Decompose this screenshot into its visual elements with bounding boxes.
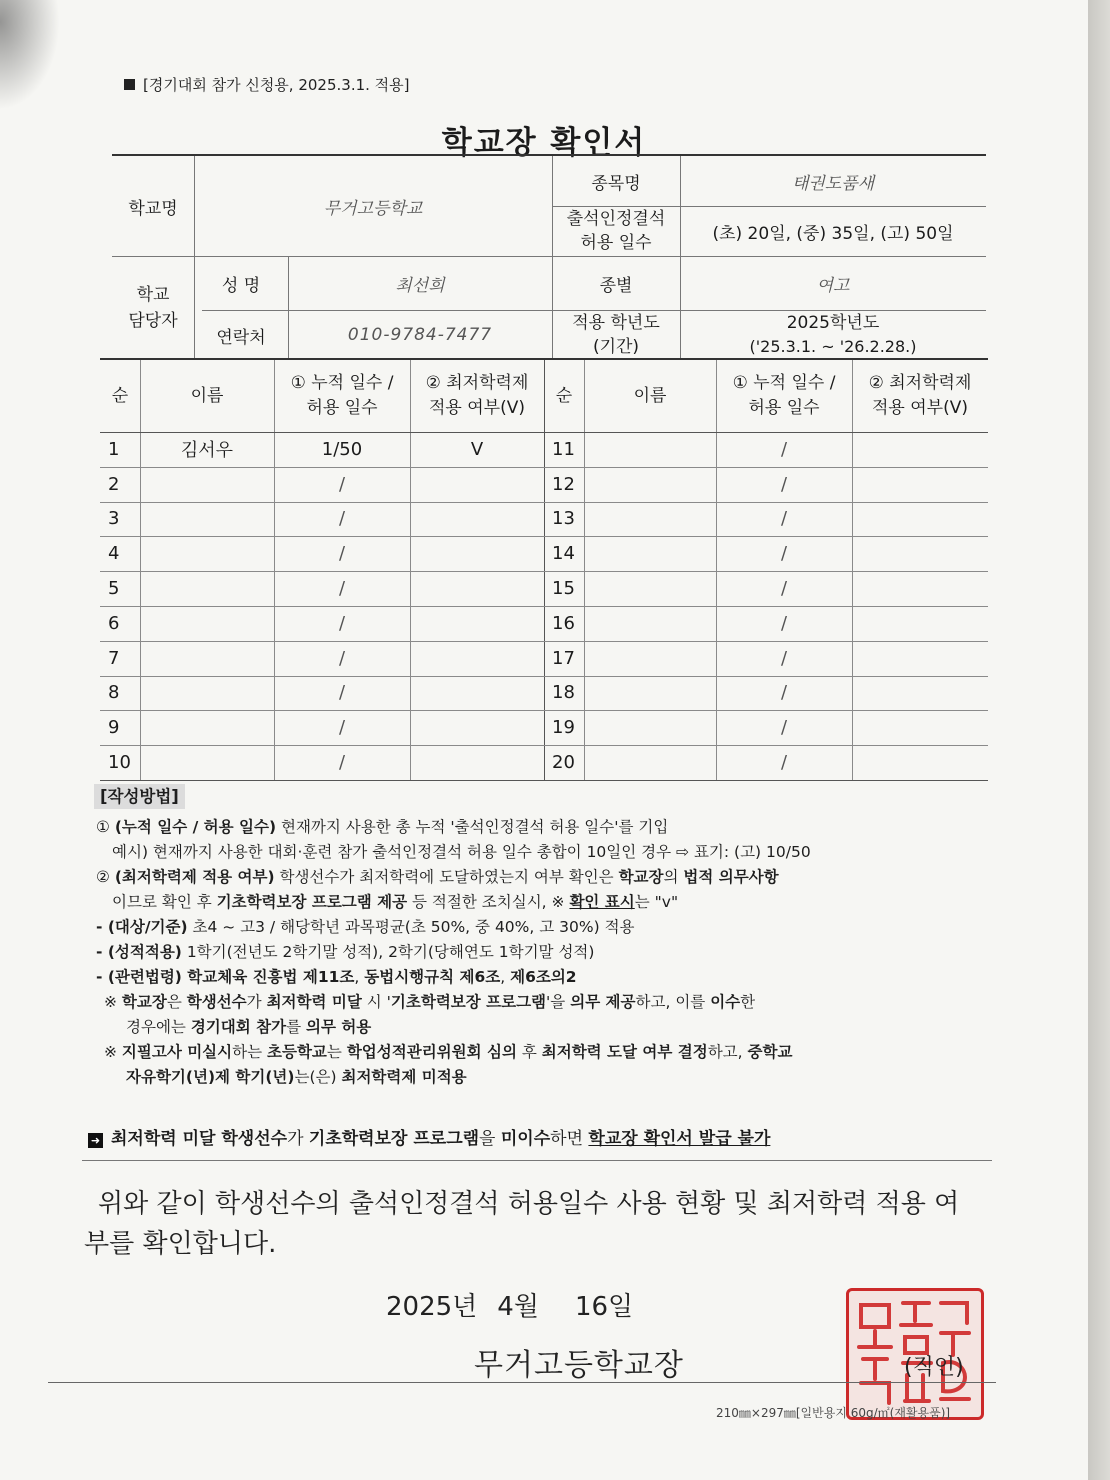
min-check [410, 502, 544, 537]
bold-term: 초등학교 [267, 1043, 327, 1061]
instr-text: 이므로 확인 후 [112, 893, 217, 911]
header-note [124, 74, 410, 95]
warn-text: 을 [479, 1129, 501, 1149]
warning-line [88, 1124, 988, 1149]
student-name [584, 467, 716, 502]
instruction-line [82, 1040, 992, 1065]
header-days-right [716, 360, 852, 432]
bold-term: 최저학력제 미적용 [341, 1068, 467, 1086]
absence-label [552, 206, 680, 256]
student-name [140, 676, 274, 711]
student-name [140, 606, 274, 641]
student-name [584, 710, 716, 745]
days-value: / [338, 647, 346, 669]
days-value: / [338, 717, 346, 739]
instr-text: 하고, 이를 [635, 993, 711, 1011]
min-check [410, 467, 544, 502]
min-check: V [470, 438, 484, 460]
days-value: / [780, 717, 788, 739]
student-name [140, 536, 274, 571]
instructions [82, 784, 992, 1090]
instr-text: , [500, 968, 511, 986]
min-check [852, 606, 988, 641]
min-check [410, 676, 544, 711]
instruction-line [82, 940, 992, 965]
days-value: / [338, 682, 346, 704]
days-value: / [338, 752, 346, 774]
row-number: 1 [108, 438, 120, 460]
student-name [584, 745, 716, 780]
circled-1: ① [96, 818, 110, 836]
days-value: / [338, 612, 346, 634]
min-check [852, 641, 988, 676]
instr-text: , [354, 968, 365, 986]
table-row [100, 676, 988, 711]
header-min-right-line1: ② 최저학력제 [868, 373, 972, 393]
min-check [410, 536, 544, 571]
row-number: 11 [552, 438, 575, 460]
days-value: / [780, 508, 788, 530]
student-name [140, 745, 274, 780]
category-value: 여고 [816, 275, 850, 296]
manager-label-line2: 담당자 [128, 311, 178, 331]
min-check [852, 710, 988, 745]
min-check [852, 745, 988, 780]
year-value: 2025학년도 [786, 313, 880, 333]
row-number: 3 [108, 508, 120, 530]
principal-name: 무거고등학교장 [474, 1348, 684, 1383]
category-label: 종별 [599, 275, 633, 296]
instr-text: 의 [663, 868, 684, 886]
instr-text: 초4 ~ 고3 / 해당학년 과목평균(초 50%, 중 40%, 고 30%) 적용 [187, 918, 635, 936]
min-check [852, 467, 988, 502]
days-value: / [780, 438, 788, 460]
bold-term: 최저학력 도달 여부 결정 [541, 1043, 708, 1061]
issue-date [386, 1286, 653, 1323]
header-min-right [852, 360, 988, 432]
table-row [100, 432, 988, 467]
confirm-statement: 위와 같이 학생선수의 출석인정결석 허용일수 사용 현황 및 최저학력 적용 여부를 확인합니다. [84, 1189, 960, 1259]
seal-label: (직인) [904, 1355, 964, 1380]
bold-term: 의무 허용 [305, 1018, 372, 1036]
absence-label-line1: 출석인정결석 [566, 209, 666, 229]
divider [48, 1382, 996, 1383]
sport-value: 태권도품새 [791, 173, 875, 194]
date-day: 16일 [574, 1292, 634, 1322]
circled-2: ② [96, 868, 110, 886]
name-value: 최선희 [395, 275, 445, 296]
bold-term: - (성적적용) [96, 943, 182, 961]
bold-term: 학교장 [121, 993, 167, 1011]
document-title: 학교장 확인서 [441, 125, 647, 161]
instr-text: 등 적절한 조치실시, ※ [407, 893, 570, 911]
warn-text: 미이수 [500, 1129, 551, 1149]
instr-text: 는(은) [294, 1068, 342, 1086]
year-period: ('25.3.1. ~ '26.2.28.) [749, 337, 917, 356]
absence-value: (초) 20일, (중) 35일, (고) 50일 [712, 223, 954, 244]
warn-text: 학생선수 [221, 1129, 288, 1149]
instruction-line [82, 1065, 992, 1090]
days-value: / [780, 682, 788, 704]
row-number: 6 [108, 612, 120, 634]
days-value: / [338, 473, 346, 495]
row-number: 9 [108, 717, 120, 739]
table-row [100, 571, 988, 606]
instr-text: 하고, [707, 1043, 748, 1061]
bold-term: 기초학력보장 프로그램 [390, 993, 547, 1011]
warn-text: 학교장 확인서 발급 불가 [588, 1129, 771, 1149]
student-name [584, 571, 716, 606]
header-name-left: 이름 [190, 385, 224, 406]
instr-text: 학생선수가 최저학력에 도달하였는지 여부 확인은 [274, 868, 619, 886]
days-value: / [780, 612, 788, 634]
instr-text: 하는 [232, 1043, 268, 1061]
instr-text: 는 "v" [634, 893, 679, 911]
row-number: 2 [108, 473, 120, 495]
instr-text: 시 ' [361, 993, 391, 1011]
instr-text: 은 [166, 993, 187, 1011]
instr-text: 1학기(전년도 2학기말 성적), 2학기(당해연도 1학기말 성적) [181, 943, 595, 961]
bold-term: 경기대회 참가 [190, 1018, 287, 1036]
bold-term: 확인 표시 [569, 893, 635, 911]
bold-term: 학생선수 [186, 993, 247, 1011]
table-row [100, 710, 988, 745]
student-name [584, 502, 716, 537]
instr-text: 예시) 현재까지 사용한 대회·훈련 참가 출석인정결석 허용 일수 총합이 10일인 경우 ⇨ 표기: (고) 10/50 [112, 843, 811, 861]
table-row [100, 745, 988, 780]
bold-term: 동법시행규칙 제6조 [364, 968, 501, 986]
header-days-right-line1: ① 누적 일수 / [732, 373, 836, 393]
date-month: 4월 [497, 1292, 539, 1322]
instr-text: 가 [246, 993, 267, 1011]
instructions-heading: [작성방법] [94, 784, 185, 809]
student-name [140, 502, 274, 537]
bold-term: 법적 의무사항 [683, 868, 779, 886]
warn-text: 하면 [550, 1129, 589, 1149]
min-check [852, 432, 988, 467]
days-value: / [338, 543, 346, 565]
instr-text: 경우에는 [126, 1018, 191, 1036]
paper-spec-footer: 210㎜×297㎜[일반용지 60g/㎡(재활용품)] [716, 1406, 951, 1420]
row-number: 5 [108, 578, 120, 600]
header-no-left: 순 [111, 385, 129, 406]
days-value: / [780, 647, 788, 669]
header-days-right-line2: 허용 일수 [748, 398, 820, 418]
row-number: 20 [552, 752, 575, 774]
min-check [852, 536, 988, 571]
contact-label: 연락처 [216, 327, 266, 348]
table-row [100, 536, 988, 571]
table-row [100, 641, 988, 676]
header-note-text: [경기대회 참가 신청용, 2025.3.1. 적용] [143, 76, 410, 94]
bold-term: 제6조의2 [510, 968, 577, 986]
student-name: 김서우 [180, 440, 234, 462]
header-min-left [410, 360, 544, 432]
paper-stack-edge [1088, 0, 1110, 1480]
row-number: 17 [552, 647, 575, 669]
school-value: 무거고등학교 [323, 198, 423, 219]
header-no-right: 순 [555, 385, 573, 406]
bold-term: (최저학력제 적용 여부) [114, 868, 275, 886]
min-check [852, 676, 988, 711]
student-name [584, 641, 716, 676]
student-name [584, 606, 716, 641]
min-check [410, 745, 544, 780]
bold-term: 최저학력 미달 [266, 993, 362, 1011]
warn-text: 가 [287, 1129, 309, 1149]
student-name [584, 432, 716, 467]
bold-term: 지필고사 미실시 [121, 1043, 233, 1061]
row-number: 4 [108, 543, 120, 565]
bold-term: 의무 제공 [570, 993, 636, 1011]
min-check [410, 710, 544, 745]
year-label-line1: 적용 학년도 [572, 313, 660, 333]
bold-term: 학업성적관리위원회 심의 [346, 1043, 517, 1061]
student-name [140, 710, 274, 745]
instr-text: 한 [740, 993, 756, 1011]
manager-label [112, 256, 194, 360]
year-label-line2: (기간) [592, 337, 640, 357]
bold-term: (누적 일수 / 허용 일수) [114, 818, 277, 836]
row-number: 7 [108, 647, 120, 669]
warn-text: 최저학력 미달 [111, 1129, 222, 1149]
student-name [140, 571, 274, 606]
days-value: 1/50 [321, 438, 363, 460]
row-number: 10 [108, 752, 131, 774]
year-label [552, 310, 680, 360]
bold-term: 이수 [710, 993, 741, 1011]
arrow-box-icon: ➜ [88, 1133, 103, 1148]
student-name [584, 536, 716, 571]
instr-text: 현재까지 사용한 총 누적 '출석인정결석 허용 일수'를 기입 [276, 818, 669, 836]
year-value-cell [680, 310, 986, 360]
sport-label: 종목명 [591, 173, 641, 194]
instr-text: ※ [104, 993, 122, 1011]
bold-term: - (대상/기준) [96, 918, 188, 936]
table-row [100, 606, 988, 641]
instr-text: '을 [546, 993, 571, 1011]
absence-label-line2: 허용 일수 [580, 233, 652, 253]
days-value: / [338, 508, 346, 530]
instruction-line [82, 890, 992, 915]
min-check [410, 606, 544, 641]
days-value: / [780, 473, 788, 495]
student-name [140, 641, 274, 676]
header-min-left-line2: 적용 여부(V) [429, 398, 525, 418]
bold-term: - (관련법령) 학교체육 진흥법 제11조 [96, 968, 355, 986]
header-days-left-line1: ① 누적 일수 / [290, 373, 394, 393]
instruction-line [82, 865, 992, 890]
corner-shadow [0, 0, 60, 110]
date-year: 2025년 [386, 1292, 478, 1322]
instruction-line [82, 915, 992, 940]
header-min-right-line2: 적용 여부(V) [872, 398, 968, 418]
square-bullet-icon [124, 79, 135, 90]
min-check [852, 502, 988, 537]
instruction-line [82, 840, 992, 865]
header-days-left [274, 360, 410, 432]
row-number: 15 [552, 578, 575, 600]
header-days-left-line2: 허용 일수 [306, 398, 378, 418]
student-name [584, 676, 716, 711]
info-table [112, 154, 986, 360]
min-check [410, 641, 544, 676]
header-name-right: 이름 [633, 385, 667, 406]
divider [82, 1160, 992, 1161]
instruction-line [82, 1015, 992, 1040]
instruction-line [82, 965, 992, 990]
row-number: 14 [552, 543, 575, 565]
warn-text: 기초학력보장 프로그램 [308, 1129, 480, 1149]
min-check [852, 571, 988, 606]
contact-value: 010-9784-7477 [347, 325, 493, 345]
name-label: 성 명 [221, 275, 261, 296]
student-name [140, 467, 274, 502]
row-number: 13 [552, 508, 575, 530]
school-label: 학교명 [128, 198, 178, 219]
instr-text: 는 [326, 1043, 347, 1061]
row-number: 16 [552, 612, 575, 634]
bold-term: 학교장 [618, 868, 664, 886]
days-value: / [338, 578, 346, 600]
bold-term: 자유학기(년)제 학기(년) [126, 1068, 295, 1086]
instr-text: 를 [286, 1018, 306, 1036]
table-row [100, 467, 988, 502]
instr-text: ※ [104, 1043, 122, 1061]
student-table [100, 358, 988, 781]
table-row [100, 502, 988, 537]
manager-label-line1: 학교 [136, 285, 170, 305]
bold-term: 기초학력보장 프로그램 제공 [216, 893, 408, 911]
min-check [410, 571, 544, 606]
days-value: / [780, 578, 788, 600]
instruction-line [82, 990, 992, 1015]
days-value: / [780, 752, 788, 774]
row-number: 18 [552, 682, 575, 704]
instr-text: 후 [516, 1043, 542, 1061]
row-number: 12 [552, 473, 575, 495]
instruction-line [82, 815, 992, 840]
bold-term: 중학교 [747, 1043, 793, 1061]
row-number: 8 [108, 682, 120, 704]
days-value: / [780, 543, 788, 565]
header-min-left-line1: ② 최저학력제 [425, 373, 529, 393]
row-number: 19 [552, 717, 575, 739]
